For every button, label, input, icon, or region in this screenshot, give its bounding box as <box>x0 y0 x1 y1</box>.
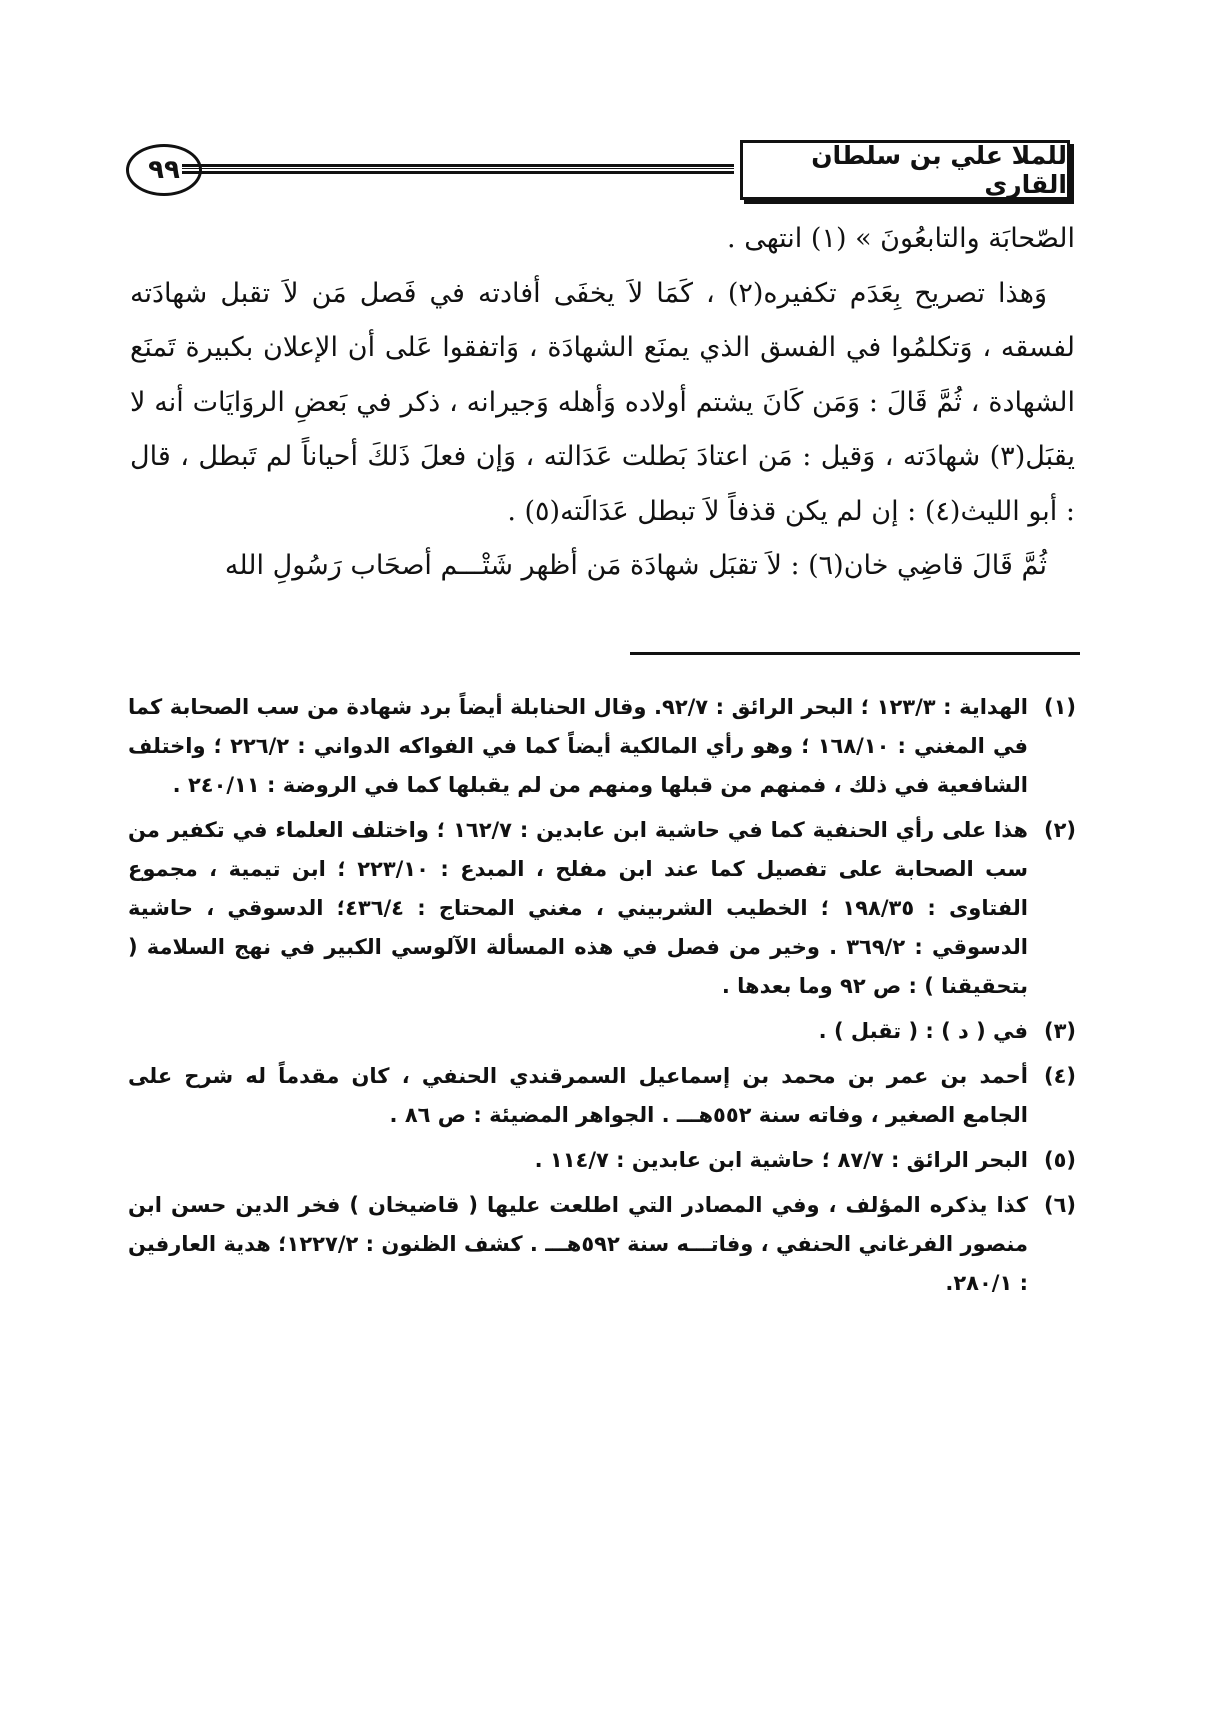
footnote-number: (٢) <box>1043 818 1076 842</box>
footnote-text: هذا على رأي الحنفية كما في حاشية ابن عابدين : ١٦٢/٧ ؛ واختلف العلماء في تكفير من سب الصحابة على تفصيل كما عند ابن مفلح ، المبدع : ٢٢٣/١٠ ؛ ابن تيمية ، مجموع الفتاوى : ١٩٨/٣٥ ؛ الخطيب الشربيني ، مغني المحتاج : ٤٣٦/٤؛ الدسوقي ، حاشية الدسوقي : ٣٦٩/٢ . وخير من فصل في هذه المسألة الآلوسي الكبير في نهج السلامة ( بتحقيقنا ) : ص ٩٢ وما بعدها . <box>128 818 1028 998</box>
footnote-number: (٤) <box>1043 1064 1076 1088</box>
footnote-separator <box>630 652 1080 655</box>
footnotes <box>128 688 1076 1309</box>
footnote <box>128 811 1076 1006</box>
footnote-number: (٣) <box>1043 1019 1076 1043</box>
footnote-text: في ( د ) : ( تقبل ) . <box>818 1019 1028 1043</box>
footnote <box>128 1012 1076 1051</box>
main-text <box>130 212 1075 594</box>
page-header <box>110 140 1070 200</box>
footnote-text: البحر الرائق : ٨٧/٧ ؛ حاشية ابن عابدين : ١١٤/٧ . <box>534 1148 1028 1172</box>
body-paragraph: وَهذا تصريح بِعَدَم تكفيره(٢) ، كَمَا لاَ يخفَى أفادته في فَصل مَن لاَ تقبل شهادَته لفسقه ، وَتكلمُوا في الفسق الذي يمنَع الشهادَة ، وَاتفقوا عَلى أن الإعلان بكبيرة تَمنَع الشهادة ، ثُمَّ قَالَ : وَمَن كَانَ يشتم أولاده وَأهله وَجيرانه ، ذكر في بَعضِ الروَايَات أنه لا يقبَل(٣) شهادَته ، وَقيل : مَن اعتادَ بَطلت عَدَالته ، وَإن فعلَ ذَلكَ أحياناً لم تَبطل ، قال : أبو الليث(٤) : إن لم يكن قذفاً لاَ تبطل عَدَالَته(٥) . <box>130 277 1075 527</box>
body-paragraph: الصّحابَة والتابعُونَ » (١) انتهى . <box>727 223 1075 254</box>
footnote <box>128 688 1076 805</box>
footnote <box>128 1141 1076 1180</box>
header-title: للملا علي بن سلطان القاري <box>740 140 1070 200</box>
footnote <box>128 1186 1076 1303</box>
footnote-text: كذا يذكره المؤلف ، وفي المصادر التي اطلعت عليها ( قاضيخان ) فخر الدين حسن ابن منصور الفرغاني الحنفي ، وفاتـــه سنة ٥٩٢هـــ . كشف الظنون : ١٢٢٧/٢؛ هدية العارفين : ٢٨٠/١. <box>128 1193 1028 1295</box>
header-rule <box>182 164 734 174</box>
footnote-number: (٥) <box>1043 1148 1076 1172</box>
body-paragraph: ثُمَّ قَالَ قاضِي خان(٦) : لاَ تقبَل شهادَة مَن أظهر شَتْـــم أصحَاب رَسُولِ الله <box>224 550 1047 581</box>
footnote-text: أحمد بن عمر بن محمد بن إسماعيل السمرقندي الحنفي ، كان مقدماً له شرح على الجامع الصغير ، وفاته سنة ٥٥٢هـــ . الجواهر المضيئة : ص ٨٦ . <box>128 1064 1028 1127</box>
footnote-text: الهداية : ١٢٣/٣ ؛ البحر الرائق : ٩٢/٧. وقال الحنابلة أيضاً برد شهادة من سب الصحابة كما في المغني : ١٦٨/١٠ ؛ وهو رأي المالكية أيضاً كما في الفواكه الدواني : ٢٢٦/٢ ؛ واختلف الشافعية في ذلك ، فمنهم من قبلها ومنهم من لم يقبلها كما في الروضة : ٢٤٠/١١ . <box>128 695 1028 797</box>
footnote-number: (٦) <box>1043 1193 1076 1217</box>
footnote-number: (١) <box>1043 695 1076 719</box>
footnote <box>128 1057 1076 1135</box>
page-number: ٩٩ <box>126 144 202 196</box>
